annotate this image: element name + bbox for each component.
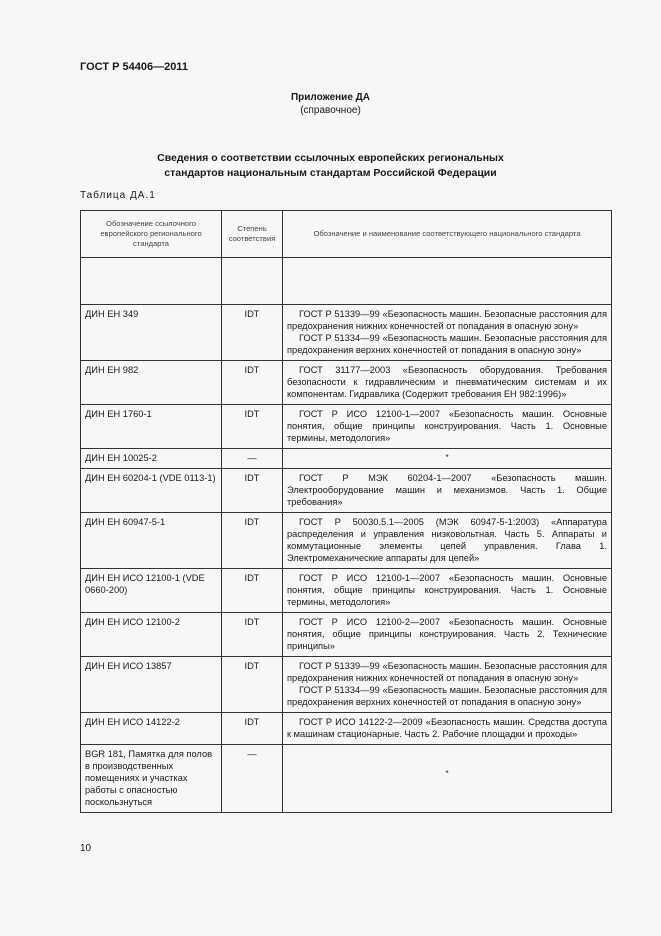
degree-cell: IDT: [222, 361, 283, 405]
document-code: ГОСТ Р 54406—2011: [80, 61, 188, 73]
national-standard-entry: ГОСТ Р ИСО 12100-2—2007 «Безопасность машин. Основные понятия, общие принципы конструирования. Часть 2. Технические принципы»: [287, 617, 607, 651]
national-standard-cell: [283, 713, 612, 745]
appendix-title: Приложение ДА: [290, 92, 371, 103]
table-row: [81, 361, 612, 405]
national-standard-cell: [283, 657, 612, 713]
degree-cell: IDT: [222, 657, 283, 713]
reference-standard-cell: ДИН ЕН 60947-5-1: [81, 513, 222, 569]
table-body: [81, 305, 612, 813]
degree-cell: IDT: [222, 713, 283, 745]
national-standard-entry: ГОСТ Р ИСО 14122-2—2009 «Безопасность машин. Средства доступа к машинам стационарные. Часть 2. Рабочие площадки и проходы»: [287, 717, 607, 739]
table-row: [81, 745, 612, 813]
reference-standard-cell: ДИН ЕН ИСО 14122-2: [81, 713, 222, 745]
degree-cell: —: [222, 745, 283, 813]
national-standard-entry: ГОСТ Р 51334—99 «Безопасность машин. Безопасные расстояния для предохранения верхних конечностей от попадания в опасную зону»: [287, 333, 607, 355]
national-standard-entry: ГОСТ Р 51334—99 «Безопасность машин. Безопасные расстояния для предохранения верхних конечностей от попадания в опасную зону»: [287, 685, 607, 707]
national-standard-cell: [283, 449, 612, 469]
section-heading-line-1: Сведения о соответствии ссылочных европейских региональных: [157, 152, 504, 164]
national-standard-cell: [283, 405, 612, 449]
degree-cell: IDT: [222, 405, 283, 449]
header-national-standard: Обозначение и наименование соответствующего национального стандарта: [283, 211, 612, 258]
table-row: [81, 513, 612, 569]
reference-standard-cell: ДИН ЕН 1760-1: [81, 405, 222, 449]
national-standard-entry: ГОСТ Р 50030.5.1—2005 (МЭК 60947-5-1:2003) «Аппаратура распределения и управления низковольтная. Часть 5. Аппараты и коммутационные элементы цепей управления. Глава 1. Электромеханические аппараты для цепей»: [287, 517, 607, 563]
reference-standard-cell: ДИН ЕН 60204-1 (VDE 0113-1): [81, 469, 222, 513]
national-standard-entry: ГОСТ Р МЭК 60204-1—2007 «Безопасность машин. Электрооборудование машин и механизмов. Часть 1. Общие требования»: [287, 473, 607, 507]
reference-standard-cell: ДИН ЕН ИСО 12100-2: [81, 613, 222, 657]
reference-standard-cell: ДИН ЕН 10025-2: [81, 449, 222, 469]
table-label: Таблица ДА.1: [80, 190, 156, 201]
section-heading-line-2: стандартов национальным стандартам Российской Федерации: [164, 167, 497, 179]
national-standard-cell: [283, 613, 612, 657]
degree-cell: IDT: [222, 569, 283, 613]
degree-cell: IDT: [222, 305, 283, 361]
national-standard-entry: ГОСТ Р 51339—99 «Безопасность машин. Безопасные расстояния для предохранения нижних конечностей от попадания в опасную зону»: [287, 309, 607, 331]
no-equivalent-footnote-mark: *: [445, 453, 449, 462]
national-standard-cell: [283, 569, 612, 613]
degree-cell: IDT: [222, 469, 283, 513]
reference-standard-cell: BGR 181, Памятка для полов в производственных помещениях и участках работы с опасностью поскользнуться: [81, 745, 222, 813]
section-heading: [0, 151, 661, 181]
appendix-subtitle: (справочное): [300, 105, 361, 116]
header-reference-standard: Обозначение ссылочного европейского регионального стандарта: [81, 211, 222, 258]
reference-standard-cell: ДИН ЕН 349: [81, 305, 222, 361]
table-row: [81, 569, 612, 613]
table-row: [81, 657, 612, 713]
table-row: [81, 469, 612, 513]
appendix-header: [0, 91, 661, 117]
national-standard-cell: [283, 745, 612, 813]
no-equivalent-footnote-mark: *: [445, 769, 449, 778]
national-standard-cell: [283, 469, 612, 513]
table-row: [81, 613, 612, 657]
national-standard-cell: [283, 361, 612, 405]
correspondence-table: [80, 210, 612, 813]
reference-standard-cell: ДИН ЕН ИСО 12100-1 (VDE 0660-200): [81, 569, 222, 613]
reference-standard-cell: ДИН ЕН 982: [81, 361, 222, 405]
national-standard-cell: [283, 513, 612, 569]
national-standard-cell: [283, 305, 612, 361]
national-standard-entry: ГОСТ 31177—2003 «Безопасность оборудования. Требования безопасности к гидравлическим и пневматическим системам и их компонентам. Гидравлика (Содержит требования ЕН 982:1996)»: [287, 365, 607, 399]
table-row: [81, 405, 612, 449]
degree-cell: IDT: [222, 613, 283, 657]
header-degree-of-correspondence: Степень соответствия: [222, 211, 283, 258]
degree-cell: IDT: [222, 513, 283, 569]
national-standard-entry: ГОСТ Р ИСО 12100-1—2007 «Безопасность машин. Основные понятия, общие принципы конструирования. Часть 1. Основные термины, методология»: [287, 409, 607, 443]
national-standard-entry: ГОСТ Р 51339—99 «Безопасность машин. Безопасные расстояния для предохранения нижних конечностей от попадания в опасную зону»: [287, 661, 607, 683]
table-header-row: [81, 211, 612, 258]
page-number: 10: [80, 843, 92, 854]
table-row: [81, 449, 612, 469]
table-row: [81, 713, 612, 745]
reference-standard-cell: ДИН ЕН ИСО 13857: [81, 657, 222, 713]
degree-cell: —: [222, 449, 283, 469]
table-row: [81, 305, 612, 361]
national-standard-entry: ГОСТ Р ИСО 12100-1—2007 «Безопасность машин. Основные понятия, общие принципы конструирования. Часть 1. Основные термины, методология»: [287, 573, 607, 607]
